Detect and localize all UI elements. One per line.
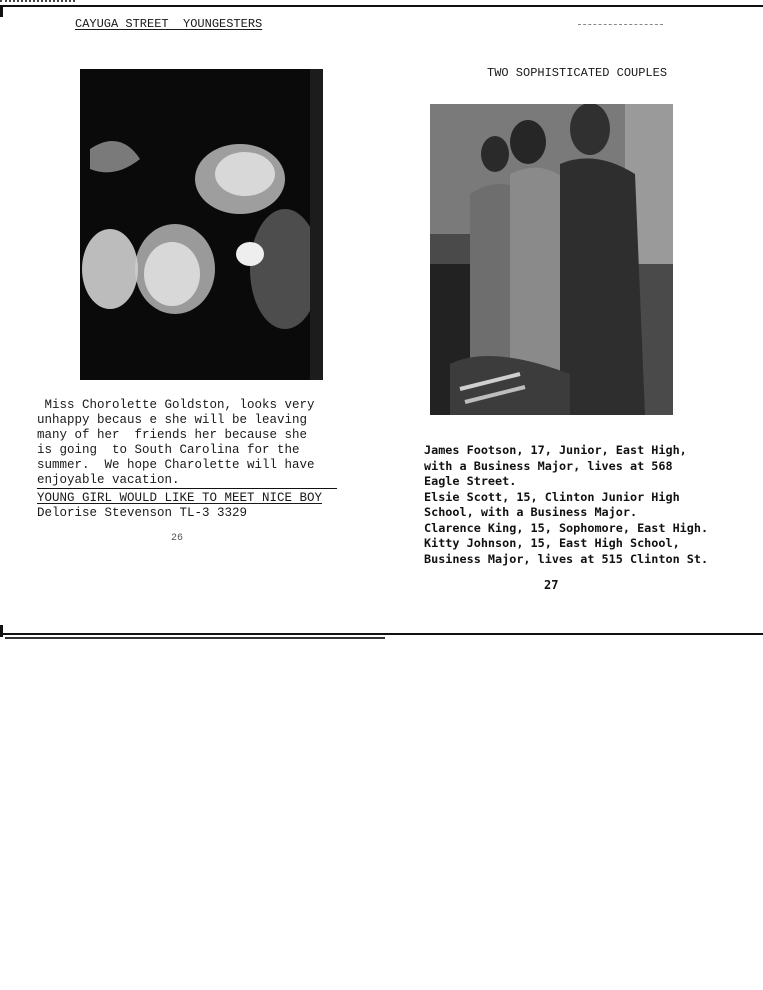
bottom-left-corner-mark xyxy=(0,625,3,637)
right-caption xyxy=(424,443,754,567)
left-page-number: 26 xyxy=(171,533,184,544)
scan-artifact-top xyxy=(0,0,75,4)
right-photo-couples xyxy=(430,104,673,415)
left-page-header: CAYUGA STREET YOUNGESTERS xyxy=(75,17,263,31)
right-caption-line: School, with a Business Major. xyxy=(424,505,638,519)
right-page-number: 27 xyxy=(544,578,559,592)
left-caption-line: unhappy becaus e she will be leaving xyxy=(37,413,308,427)
right-caption-line: Clarence King, 15, Sophomore, East High. xyxy=(424,520,709,535)
left-caption xyxy=(37,398,337,488)
right-caption-line: Eagle Street. xyxy=(424,474,517,488)
left-caption-line: many of her friends her because she xyxy=(37,428,308,442)
left-corner-mark xyxy=(0,5,3,17)
right-caption-line: Business Major, lives at 515 Clinton St. xyxy=(424,551,709,566)
right-page-header: TWO SOPHISTICATED COUPLES xyxy=(487,66,668,80)
left-caption-line: summer. We hope Charolette will have xyxy=(37,458,315,472)
right-caption-line: James Footson, 17, Junior, East High, xyxy=(424,443,687,457)
scan-artifact-dashes xyxy=(578,24,663,26)
bottom-border-shadow xyxy=(5,637,385,639)
left-caption-line: enjoyable vacation. xyxy=(37,473,180,487)
right-caption-line: Kitty Johnson, 15, East High School, xyxy=(424,536,680,550)
right-photo-image xyxy=(430,104,673,415)
bottom-border-line xyxy=(0,633,763,635)
left-photo-girl xyxy=(80,69,323,380)
ad-contact: Delorise Stevenson TL-3 3329 xyxy=(37,506,248,520)
caption-divider-line xyxy=(37,488,337,489)
left-photo-image xyxy=(80,69,323,380)
left-caption-line: is going to South Carolina for the xyxy=(37,443,300,457)
left-caption-line: Miss Chorolette Goldston, looks very xyxy=(37,398,315,412)
right-caption-line: Elsie Scott, 15, Clinton Junior High xyxy=(424,489,680,504)
ad-headline: YOUNG GIRL WOULD LIKE TO MEET NICE BOY xyxy=(37,491,323,505)
right-caption-line: with a Business Major, lives at 568 xyxy=(424,458,673,473)
top-border-line xyxy=(0,5,763,7)
